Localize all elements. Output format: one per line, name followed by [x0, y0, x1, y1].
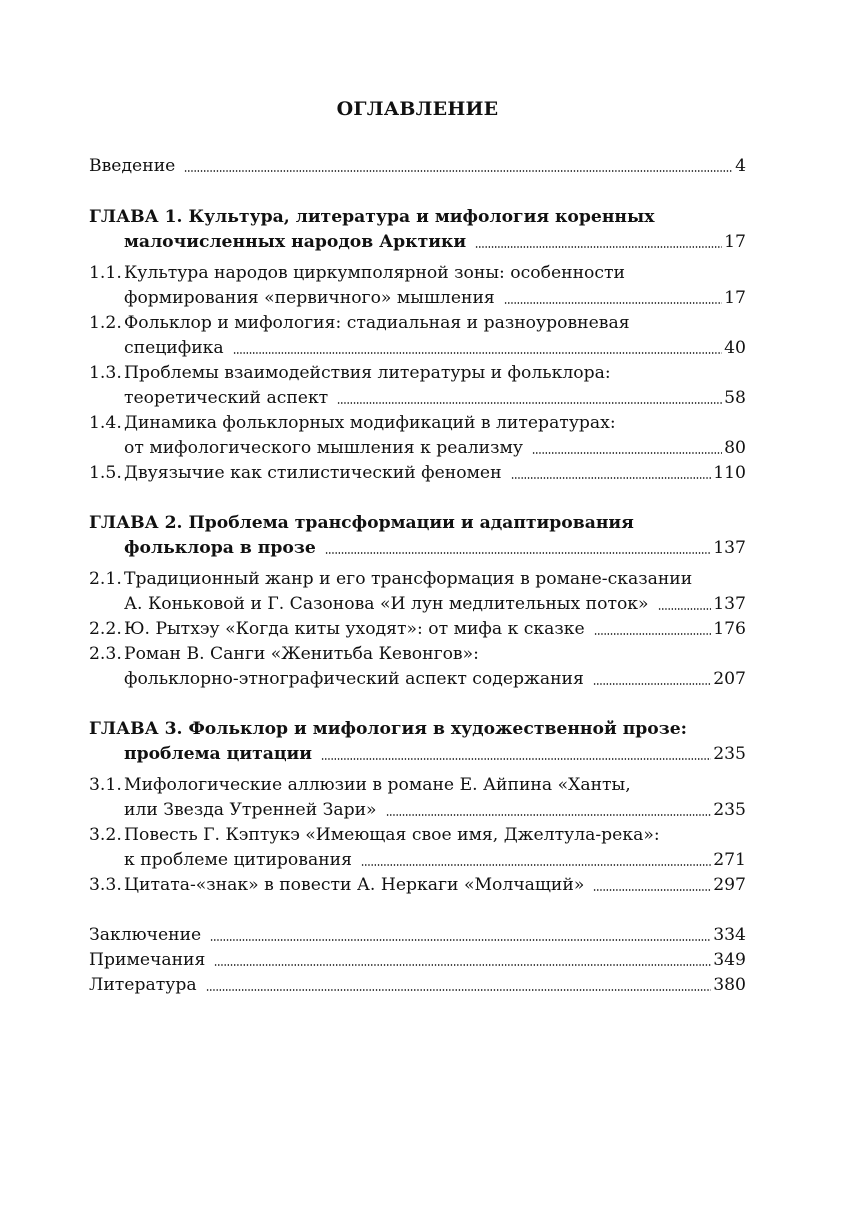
entry-label: формирования «первичного» мышления [124, 288, 495, 308]
chapter-2-title: ГЛАВА 2. Проблема трансформации и адаптирования [89, 513, 634, 533]
toc-entry-conclusion [89, 923, 746, 948]
section-2-3-cont [89, 667, 746, 692]
toc-entry-literature [89, 973, 746, 998]
page-number: 380 [713, 975, 746, 995]
entry-label: фольклора в прозе [124, 538, 316, 558]
chapter-3-title: ГЛАВА 3. Фольклор и мифология в художественной прозе: [89, 719, 688, 739]
chapter-1-title: ГЛАВА 1. Культура, литература и мифология коренных [89, 207, 655, 227]
page-number: 297 [713, 875, 746, 895]
dot-leader [214, 963, 711, 967]
section-number: 3.1. [89, 775, 122, 795]
page-number: 17 [724, 288, 746, 308]
entry-label: Литература [89, 975, 197, 995]
entry-label: теоретический аспект [124, 388, 329, 408]
entry-label: проблема цитации [124, 744, 313, 764]
entry-label: Традиционный жанр и его трансформация в романе-сказании [124, 569, 693, 589]
entry-label: фольклорно-этнографический аспект содержания [124, 669, 584, 689]
entry-label: Повесть Г. Кэптукэ «Имеющая свое имя, Джелтула-река»: [124, 825, 660, 845]
entry-label: Проблемы взаимодействия литературы и фольклора: [124, 363, 611, 383]
section-1-2 [89, 311, 746, 336]
dot-leader [475, 245, 722, 249]
section-1-3-cont [89, 386, 746, 411]
page-number: 4 [735, 156, 746, 176]
entry-label: Двуязычие как стилистический феномен [124, 463, 502, 483]
page-number: 349 [713, 950, 746, 970]
section-1-4 [89, 411, 746, 436]
section-3-1 [89, 773, 746, 798]
section-3-1-cont [89, 798, 746, 823]
dot-leader [511, 476, 712, 480]
section-3-3 [89, 873, 746, 898]
section-1-1-cont [89, 286, 746, 311]
dot-leader [504, 301, 722, 305]
entry-label: А. Коньковой и Г. Сазонова «И лун медлительных поток» [124, 594, 649, 614]
toc-entry-intro [89, 154, 746, 179]
section-number: 2.3. [89, 644, 122, 664]
section-1-1 [89, 261, 746, 286]
entry-label: специфика [124, 338, 224, 358]
entry-label: Роман В. Санги «Женитьба Кевонгов»: [124, 644, 479, 664]
dot-leader [325, 551, 711, 555]
page-number: 176 [713, 619, 746, 639]
entry-label: Примечания [89, 950, 206, 970]
entry-label: Введение [89, 156, 176, 176]
page-title: ОГЛАВЛЕНИЕ [336, 98, 499, 120]
entry-label: Динамика фольклорных модификаций в литературах: [124, 413, 616, 433]
section-number: 1.4. [89, 413, 122, 433]
section-number: 1.3. [89, 363, 122, 383]
dot-leader [206, 988, 712, 992]
entry-label: Фольклор и мифология: стадиальная и разноуровневая [124, 313, 630, 333]
dot-leader [594, 632, 712, 636]
page-number: 137 [713, 594, 746, 614]
dot-leader [593, 682, 711, 686]
chapter-2-title-cont [89, 536, 746, 561]
section-3-2 [89, 823, 746, 848]
section-number: 1.1. [89, 263, 122, 283]
section-3-2-cont [89, 848, 746, 873]
page-number: 207 [713, 669, 746, 689]
section-number: 2.1. [89, 569, 122, 589]
section-number: 2.2. [89, 619, 122, 639]
section-1-3 [89, 361, 746, 386]
dot-leader [386, 813, 712, 817]
chapter-1-title-cont [89, 230, 746, 255]
page-number: 334 [713, 925, 746, 945]
dot-leader [593, 888, 711, 892]
section-number: 1.2. [89, 313, 122, 333]
page-number: 235 [713, 800, 746, 820]
section-2-1-cont [89, 592, 746, 617]
section-1-2-cont [89, 336, 746, 361]
dot-leader [658, 607, 712, 611]
dot-leader [361, 863, 711, 867]
entry-label: Ю. Рытхэу «Когда киты уходят»: от мифа к сказке [124, 619, 585, 639]
page-number: 17 [724, 232, 746, 252]
section-2-2 [89, 617, 746, 642]
page-number: 137 [713, 538, 746, 558]
entry-label: к проблеме цитирования [124, 850, 352, 870]
section-1-5 [89, 461, 746, 486]
chapter-3-title-cont [89, 742, 746, 767]
entry-label: от мифологического мышления к реализму [124, 438, 523, 458]
section-number: 3.2. [89, 825, 122, 845]
page-number: 58 [724, 388, 746, 408]
entry-label: Цитата-«знак» в повести А. Неркаги «Молчащий» [124, 875, 585, 895]
dot-leader [184, 169, 733, 173]
page-number: 40 [724, 338, 746, 358]
dot-leader [532, 451, 722, 455]
entry-label: малочисленных народов Арктики [124, 232, 467, 252]
entry-label: Заключение [89, 925, 202, 945]
section-2-3 [89, 642, 746, 667]
page-number: 271 [713, 850, 746, 870]
section-1-4-cont [89, 436, 746, 461]
page-number: 110 [713, 463, 746, 483]
dot-leader [233, 351, 722, 355]
page-number: 235 [713, 744, 746, 764]
toc-entry-notes [89, 948, 746, 973]
dot-leader [321, 757, 711, 761]
entry-label: Культура народов циркумполярной зоны: особенности [124, 263, 625, 283]
entry-label: Мифологические аллюзии в романе Е. Айпина «Ханты, [124, 775, 631, 795]
section-number: 1.5. [89, 463, 122, 483]
section-2-1 [89, 567, 746, 592]
section-number: 3.3. [89, 875, 122, 895]
dot-leader [210, 938, 711, 942]
dot-leader [337, 401, 722, 405]
entry-label: или Звезда Утренней Зари» [124, 800, 377, 820]
page-number: 80 [724, 438, 746, 458]
